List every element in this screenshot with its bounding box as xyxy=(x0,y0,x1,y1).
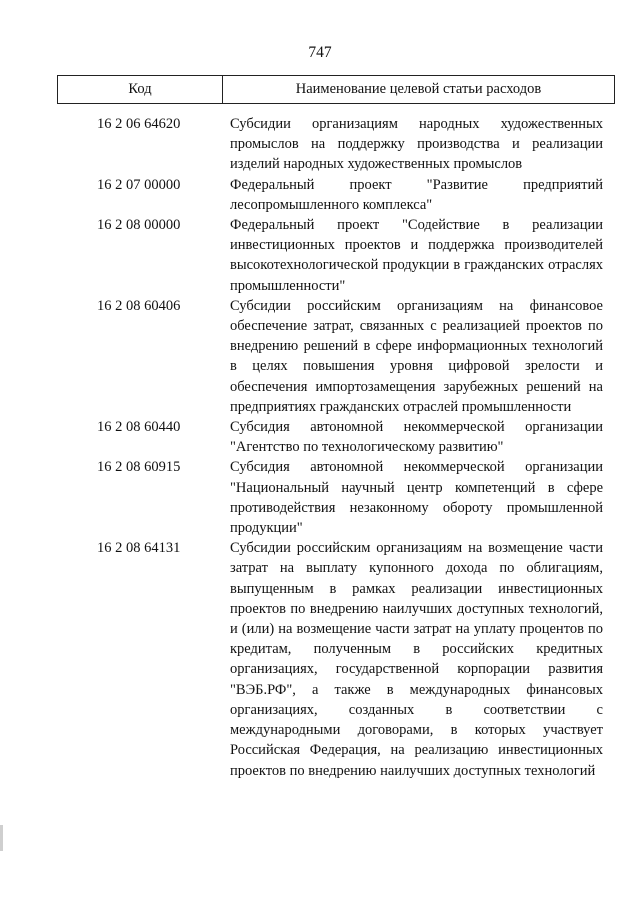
row-name: Субсидии организациям народных художественных промыслов на поддержку производства и реализации изделий народных художественных промыслов xyxy=(230,116,603,173)
row-code: 16 2 08 64131 xyxy=(97,540,181,557)
header-name: Наименование целевой статьи расходов xyxy=(295,81,542,97)
scan-edge-mark xyxy=(0,825,3,851)
row-code: 16 2 08 00000 xyxy=(97,217,181,234)
row-name: Федеральный проект "Содействие в реализации инвестиционных проектов и поддержка производителей высокотехнологической продукции в гражданских отраслях промышленности" xyxy=(230,217,603,294)
row-code: 16 2 07 00000 xyxy=(97,176,181,193)
row-code: 16 2 08 60406 xyxy=(97,297,181,314)
row-name: Федеральный проект "Развитие предприятий лесопромышленного комплекса" xyxy=(230,176,603,213)
row-code: 16 2 08 60440 xyxy=(97,419,181,436)
table-row xyxy=(0,296,640,417)
table-row xyxy=(0,457,640,538)
row-name: Субсидия автономной некоммерческой организации "Национальный научный центр компетенций в сфере противодействия незаконному обороту промышленной продукции" xyxy=(230,459,603,537)
table-row xyxy=(0,114,640,175)
row-name: Субсидия автономной некоммерческой организации "Агентство по технологическому развитию" xyxy=(230,419,603,456)
page-number: 747 xyxy=(308,44,332,61)
row-code: 16 2 06 64620 xyxy=(97,116,181,132)
table-row xyxy=(0,215,640,296)
table-row xyxy=(0,175,640,215)
row-name: Субсидии российским организациям на финансовое обеспечение затрат, связанных с реализацией проектов по внедрению решений в сфере информационных технологий в целях повышения уровня цифровой зрелости и обеспечения импортозамещения зарубежных решений на предприятиях гражданских отраслей промышленности xyxy=(230,297,603,415)
row-name: Субсидии российским организациям на возмещение части затрат на выплату купонного дохода по облигациям, выпущенным в рамках реализации инвестиционных проектов по внедрению наилучших доступных технологий, и (или) на возмещение части затрат на уплату процентов по кредитам, полученным в российских кредитных организациях, государственной корпорации развития "ВЭБ.РФ", а также в международных финансовых организациях, созданных в соответствии с международными договорами, в которых участвует Российская Федерация, на реализацию инвестиционных проектов по внедрению наилучших доступных технологий xyxy=(230,540,603,779)
table-row xyxy=(0,538,640,780)
table-body xyxy=(0,114,640,781)
table-header xyxy=(57,75,615,104)
row-code: 16 2 08 60915 xyxy=(97,459,181,476)
header-code: Код xyxy=(58,76,223,103)
table-row xyxy=(0,417,640,457)
